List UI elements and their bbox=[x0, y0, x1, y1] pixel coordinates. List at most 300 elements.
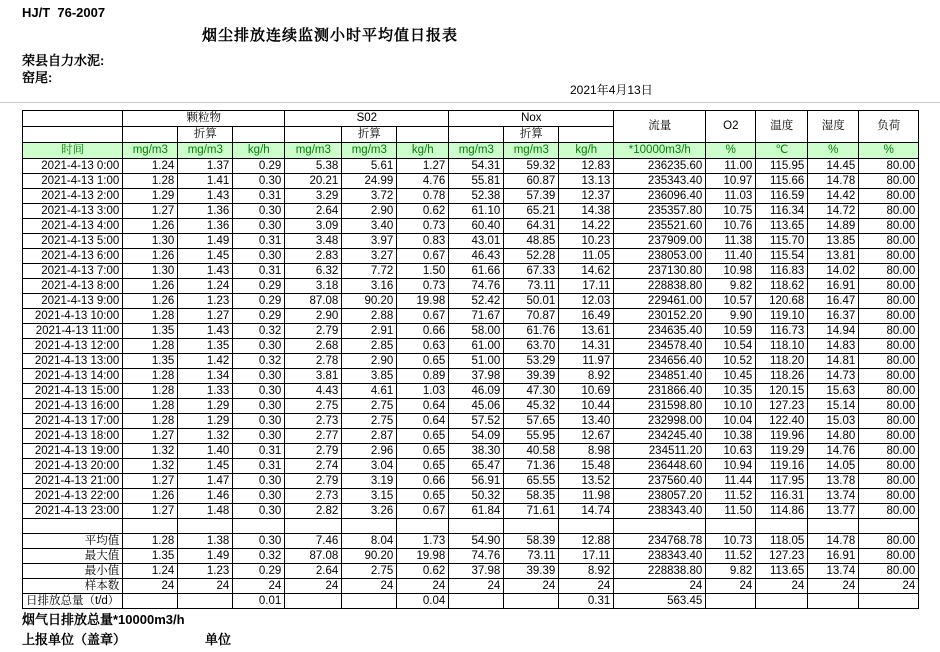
cell: 228838.80 bbox=[614, 279, 706, 294]
cell: 40.58 bbox=[504, 444, 559, 459]
cell: 52.42 bbox=[449, 294, 504, 309]
cell: 80.00 bbox=[859, 474, 919, 489]
cell: 1.24 bbox=[178, 279, 233, 294]
table-row bbox=[23, 399, 919, 414]
table-row bbox=[23, 264, 919, 279]
cell: 1.27 bbox=[123, 429, 178, 444]
cell: 80.00 bbox=[859, 564, 919, 579]
cell: 45.32 bbox=[504, 399, 559, 414]
cell: 11.40 bbox=[706, 249, 756, 264]
cell: 118.10 bbox=[756, 339, 808, 354]
cell: 11.05 bbox=[559, 249, 614, 264]
cell: 9.82 bbox=[706, 564, 756, 579]
cell: 234768.78 bbox=[614, 534, 706, 549]
cell: 1.28 bbox=[123, 369, 178, 384]
cell: 3.81 bbox=[285, 369, 342, 384]
cell: 70.87 bbox=[504, 309, 559, 324]
cell: 12.67 bbox=[559, 429, 614, 444]
cell: 54.31 bbox=[449, 159, 504, 174]
cell: 232998.00 bbox=[614, 414, 706, 429]
cell: 1.28 bbox=[123, 384, 178, 399]
cell: 43.01 bbox=[449, 234, 504, 249]
cell: 14.81 bbox=[808, 354, 859, 369]
cell: 0.67 bbox=[397, 504, 449, 519]
row-label-cell: 2021-4-13 21:00 bbox=[23, 474, 123, 489]
cell bbox=[342, 519, 397, 534]
cell: 3.09 bbox=[285, 219, 342, 234]
cell: 1.36 bbox=[178, 204, 233, 219]
cell: 80.00 bbox=[859, 354, 919, 369]
cell: 1.43 bbox=[178, 264, 233, 279]
cell: 80.00 bbox=[859, 414, 919, 429]
cell: 80.00 bbox=[859, 249, 919, 264]
cell: 52.38 bbox=[449, 189, 504, 204]
cell: 1.26 bbox=[123, 279, 178, 294]
cell: 16.91 bbox=[808, 279, 859, 294]
cell: 14.73 bbox=[808, 369, 859, 384]
cell: 24 bbox=[397, 579, 449, 594]
cell: 19.98 bbox=[397, 294, 449, 309]
cell: 24 bbox=[614, 579, 706, 594]
row-label-cell: 平均值 bbox=[23, 534, 123, 549]
row-label-cell: 2021-4-13 6:00 bbox=[23, 249, 123, 264]
cell: 0.29 bbox=[233, 309, 285, 324]
cell: 1.35 bbox=[178, 339, 233, 354]
table-row bbox=[23, 174, 919, 189]
cell: 13.13 bbox=[559, 174, 614, 189]
cell bbox=[859, 594, 919, 609]
cell: 1.27 bbox=[178, 309, 233, 324]
row-label-cell: 2021-4-13 0:00 bbox=[23, 159, 123, 174]
so2-kgh-spacer bbox=[397, 127, 449, 143]
row-label-cell: 最大值 bbox=[23, 549, 123, 564]
cell: 238057.20 bbox=[614, 489, 706, 504]
cell: 80.00 bbox=[859, 264, 919, 279]
table-row bbox=[23, 294, 919, 309]
cell: 80.00 bbox=[859, 279, 919, 294]
cell bbox=[808, 594, 859, 609]
cell: 0.30 bbox=[233, 474, 285, 489]
row-label-cell: 2021-4-13 2:00 bbox=[23, 189, 123, 204]
cell bbox=[233, 519, 285, 534]
cell: 1.30 bbox=[123, 264, 178, 279]
cell: 2.64 bbox=[285, 204, 342, 219]
cell: 16.49 bbox=[559, 309, 614, 324]
table-row bbox=[23, 159, 919, 174]
cell: 1.50 bbox=[397, 264, 449, 279]
col-flow: 流量 bbox=[614, 111, 706, 143]
cell bbox=[178, 594, 233, 609]
cell: 2.75 bbox=[342, 399, 397, 414]
cell: 0.62 bbox=[397, 204, 449, 219]
cell: 1.28 bbox=[123, 174, 178, 189]
so2-unit-kgh: kg/h bbox=[397, 143, 449, 159]
cell: 1.41 bbox=[178, 174, 233, 189]
cell: 229461.00 bbox=[614, 294, 706, 309]
cell: 63.70 bbox=[504, 339, 559, 354]
cell: 0.30 bbox=[233, 504, 285, 519]
cell: 55.81 bbox=[449, 174, 504, 189]
row-label-cell: 2021-4-13 15:00 bbox=[23, 384, 123, 399]
cell: 0.32 bbox=[233, 354, 285, 369]
cell: 119.10 bbox=[756, 309, 808, 324]
cell: 234245.40 bbox=[614, 429, 706, 444]
table-row bbox=[23, 279, 919, 294]
monitoring-site: 窑尾: bbox=[22, 70, 53, 85]
cell: 2.77 bbox=[285, 429, 342, 444]
cell: 73.11 bbox=[504, 279, 559, 294]
cell: 24 bbox=[449, 579, 504, 594]
cell: 2.79 bbox=[285, 324, 342, 339]
cell: 13.78 bbox=[808, 474, 859, 489]
table-header bbox=[23, 111, 919, 159]
cell: 4.76 bbox=[397, 174, 449, 189]
cell: 2.83 bbox=[285, 249, 342, 264]
row-label-cell: 2021-4-13 18:00 bbox=[23, 429, 123, 444]
cell: 24.99 bbox=[342, 174, 397, 189]
cell: 8.04 bbox=[342, 534, 397, 549]
cell: 237909.00 bbox=[614, 234, 706, 249]
cell: 61.10 bbox=[449, 204, 504, 219]
cell: 1.45 bbox=[178, 249, 233, 264]
cell: 234578.40 bbox=[614, 339, 706, 354]
cell: 14.80 bbox=[808, 429, 859, 444]
cell: 24 bbox=[123, 579, 178, 594]
cell: 14.05 bbox=[808, 459, 859, 474]
cell: 0.30 bbox=[233, 399, 285, 414]
cell: 80.00 bbox=[859, 369, 919, 384]
cell: 14.42 bbox=[808, 189, 859, 204]
cell: 14.38 bbox=[559, 204, 614, 219]
cell: 54.90 bbox=[449, 534, 504, 549]
cell: 0.89 bbox=[397, 369, 449, 384]
cell: 11.03 bbox=[706, 189, 756, 204]
cell: 0.78 bbox=[397, 189, 449, 204]
cell: 1.37 bbox=[178, 159, 233, 174]
cell: 2.90 bbox=[285, 309, 342, 324]
cell bbox=[859, 519, 919, 534]
cell: 0.31 bbox=[233, 459, 285, 474]
cell: 10.98 bbox=[706, 264, 756, 279]
cell: 1.46 bbox=[178, 489, 233, 504]
cell: 118.05 bbox=[756, 534, 808, 549]
cell: 2.90 bbox=[342, 204, 397, 219]
col-temperature: 温度 bbox=[756, 111, 808, 143]
pm-kgh-spacer bbox=[233, 127, 285, 143]
cell: 74.76 bbox=[449, 279, 504, 294]
cell: 2.75 bbox=[285, 399, 342, 414]
cell: 37.98 bbox=[449, 369, 504, 384]
cell: 2.74 bbox=[285, 459, 342, 474]
cell bbox=[285, 594, 342, 609]
cell: 238343.40 bbox=[614, 504, 706, 519]
cell: 14.94 bbox=[808, 324, 859, 339]
cell: 6.32 bbox=[285, 264, 342, 279]
cell: 38.30 bbox=[449, 444, 504, 459]
cell: 2.75 bbox=[342, 414, 397, 429]
cell: 65.47 bbox=[449, 459, 504, 474]
cell: 53.29 bbox=[504, 354, 559, 369]
cell bbox=[178, 519, 233, 534]
nox-unit-mg-converted: mg/m3 bbox=[504, 143, 559, 159]
cell: 0.31 bbox=[233, 264, 285, 279]
row-label-cell: 样本数 bbox=[23, 579, 123, 594]
cell: 7.46 bbox=[285, 534, 342, 549]
cell: 234635.40 bbox=[614, 324, 706, 339]
cell: 10.44 bbox=[559, 399, 614, 414]
cell: 3.16 bbox=[342, 279, 397, 294]
cell: 1.26 bbox=[123, 249, 178, 264]
cell: 3.18 bbox=[285, 279, 342, 294]
cell: 3.40 bbox=[342, 219, 397, 234]
cell: 115.70 bbox=[756, 234, 808, 249]
table-row bbox=[23, 324, 919, 339]
cell: 61.66 bbox=[449, 264, 504, 279]
humidity-unit: % bbox=[808, 143, 859, 159]
cell: 2.82 bbox=[285, 504, 342, 519]
header-row-units bbox=[23, 143, 919, 159]
cell: 58.00 bbox=[449, 324, 504, 339]
cell: 234511.20 bbox=[614, 444, 706, 459]
cell: 115.66 bbox=[756, 174, 808, 189]
cell: 0.30 bbox=[233, 414, 285, 429]
cell: 228838.80 bbox=[614, 564, 706, 579]
table-row bbox=[23, 204, 919, 219]
cell: 1.26 bbox=[123, 489, 178, 504]
row-label-cell: 2021-4-13 13:00 bbox=[23, 354, 123, 369]
cell: 3.04 bbox=[342, 459, 397, 474]
cell: 0.30 bbox=[233, 429, 285, 444]
row-label-cell: 2021-4-13 20:00 bbox=[23, 459, 123, 474]
cell: 87.08 bbox=[285, 294, 342, 309]
cell: 57.52 bbox=[449, 414, 504, 429]
cell: 1.28 bbox=[123, 534, 178, 549]
cell: 14.62 bbox=[559, 264, 614, 279]
cell: 15.14 bbox=[808, 399, 859, 414]
cell: 0.01 bbox=[233, 594, 285, 609]
cell: 118.62 bbox=[756, 279, 808, 294]
cell: 1.28 bbox=[123, 309, 178, 324]
cell: 61.84 bbox=[449, 504, 504, 519]
cell: 235521.60 bbox=[614, 219, 706, 234]
table-row bbox=[23, 489, 919, 504]
cell: 11.44 bbox=[706, 474, 756, 489]
nox-unit-mg: mg/m3 bbox=[449, 143, 504, 159]
cell: 0.30 bbox=[233, 204, 285, 219]
col-humidity: 湿度 bbox=[808, 111, 859, 143]
cell: 17.11 bbox=[559, 549, 614, 564]
cell: 4.61 bbox=[342, 384, 397, 399]
cell: 1.27 bbox=[123, 504, 178, 519]
cell: 1.27 bbox=[123, 474, 178, 489]
cell: 116.34 bbox=[756, 204, 808, 219]
cell: 13.40 bbox=[559, 414, 614, 429]
pm-unit-mg-converted: mg/m3 bbox=[178, 143, 233, 159]
cell: 8.92 bbox=[559, 564, 614, 579]
cell: 1.35 bbox=[123, 324, 178, 339]
table-row bbox=[23, 429, 919, 444]
cell: 0.83 bbox=[397, 234, 449, 249]
cell: 14.31 bbox=[559, 339, 614, 354]
cell: 0.30 bbox=[233, 339, 285, 354]
table-row bbox=[23, 309, 919, 324]
cell bbox=[449, 519, 504, 534]
cell: 127.23 bbox=[756, 549, 808, 564]
cell: 80.00 bbox=[859, 444, 919, 459]
table-row bbox=[23, 369, 919, 384]
report-date: 2021年4月13日 bbox=[570, 83, 653, 97]
cell: 230152.20 bbox=[614, 309, 706, 324]
cell: 0.31 bbox=[233, 234, 285, 249]
cell: 1.40 bbox=[178, 444, 233, 459]
cell: 80.00 bbox=[859, 294, 919, 309]
cell: 14.78 bbox=[808, 534, 859, 549]
cell: 1.48 bbox=[178, 504, 233, 519]
cell: 10.75 bbox=[706, 204, 756, 219]
cell: 119.96 bbox=[756, 429, 808, 444]
cell: 237560.40 bbox=[614, 474, 706, 489]
cell: 1.32 bbox=[123, 459, 178, 474]
cell: 0.30 bbox=[233, 384, 285, 399]
cell: 61.00 bbox=[449, 339, 504, 354]
temperature-unit: ℃ bbox=[756, 143, 808, 159]
cell: 57.65 bbox=[504, 414, 559, 429]
cell: 50.32 bbox=[449, 489, 504, 504]
cell: 67.33 bbox=[504, 264, 559, 279]
table-row bbox=[23, 339, 919, 354]
cell: 0.65 bbox=[397, 429, 449, 444]
cell: 1.29 bbox=[178, 399, 233, 414]
cell: 56.91 bbox=[449, 474, 504, 489]
cell bbox=[614, 519, 706, 534]
summary-row bbox=[23, 594, 919, 609]
cell: 80.00 bbox=[859, 189, 919, 204]
cell: 13.74 bbox=[808, 564, 859, 579]
cell: 118.26 bbox=[756, 369, 808, 384]
cell: 14.72 bbox=[808, 204, 859, 219]
row-label-cell: 2021-4-13 17:00 bbox=[23, 414, 123, 429]
cell: 1.73 bbox=[397, 534, 449, 549]
cell: 11.00 bbox=[706, 159, 756, 174]
group-so2: S02 bbox=[285, 111, 449, 127]
report-table bbox=[22, 110, 919, 609]
cell: 1.32 bbox=[178, 429, 233, 444]
cell: 24 bbox=[342, 579, 397, 594]
cell: 1.47 bbox=[178, 474, 233, 489]
cell: 1.34 bbox=[178, 369, 233, 384]
spacer-row bbox=[23, 519, 919, 534]
summary-row bbox=[23, 534, 919, 549]
cell: 80.00 bbox=[859, 489, 919, 504]
row-label-cell: 2021-4-13 12:00 bbox=[23, 339, 123, 354]
cell: 87.08 bbox=[285, 549, 342, 564]
cell: 3.48 bbox=[285, 234, 342, 249]
cell: 10.76 bbox=[706, 219, 756, 234]
cell: 24 bbox=[559, 579, 614, 594]
cell: 20.21 bbox=[285, 174, 342, 189]
cell: 47.30 bbox=[504, 384, 559, 399]
table-row bbox=[23, 189, 919, 204]
cell: 13.74 bbox=[808, 489, 859, 504]
cell: 234656.40 bbox=[614, 354, 706, 369]
cell: 24 bbox=[233, 579, 285, 594]
cell: 13.77 bbox=[808, 504, 859, 519]
cell: 71.36 bbox=[504, 459, 559, 474]
cell: 2.79 bbox=[285, 474, 342, 489]
cell: 0.65 bbox=[397, 444, 449, 459]
cell: 12.03 bbox=[559, 294, 614, 309]
cell: 0.63 bbox=[397, 339, 449, 354]
cell: 114.86 bbox=[756, 504, 808, 519]
cell: 1.33 bbox=[178, 384, 233, 399]
pm-converted-label: 折算 bbox=[178, 127, 233, 143]
table-row bbox=[23, 384, 919, 399]
cell: 90.20 bbox=[342, 294, 397, 309]
cell bbox=[397, 519, 449, 534]
row-label-cell: 2021-4-13 4:00 bbox=[23, 219, 123, 234]
cell: 10.52 bbox=[706, 354, 756, 369]
cell: 0.32 bbox=[233, 324, 285, 339]
cell: 10.57 bbox=[706, 294, 756, 309]
cell: 58.39 bbox=[504, 534, 559, 549]
cell: 16.37 bbox=[808, 309, 859, 324]
cell: 15.48 bbox=[559, 459, 614, 474]
table-row bbox=[23, 504, 919, 519]
cell: 16.91 bbox=[808, 549, 859, 564]
cell: 5.38 bbox=[285, 159, 342, 174]
table-row bbox=[23, 219, 919, 234]
cell: 10.59 bbox=[706, 324, 756, 339]
cell: 11.98 bbox=[559, 489, 614, 504]
cell: 14.45 bbox=[808, 159, 859, 174]
cell: 0.29 bbox=[233, 294, 285, 309]
cell: 10.45 bbox=[706, 369, 756, 384]
cell: 71.61 bbox=[504, 504, 559, 519]
cell: 80.00 bbox=[859, 159, 919, 174]
cell: 64.31 bbox=[504, 219, 559, 234]
cell: 10.63 bbox=[706, 444, 756, 459]
cell: 8.92 bbox=[559, 369, 614, 384]
cell: 10.35 bbox=[706, 384, 756, 399]
cell: 1.35 bbox=[123, 354, 178, 369]
cell: 48.85 bbox=[504, 234, 559, 249]
cell: 11.52 bbox=[706, 549, 756, 564]
cell: 0.29 bbox=[233, 279, 285, 294]
reporting-unit-label: 上报单位（盖章） bbox=[22, 632, 127, 647]
cell: 1.32 bbox=[123, 444, 178, 459]
cell: 52.28 bbox=[504, 249, 559, 264]
cell: 24 bbox=[706, 579, 756, 594]
cell: 1.30 bbox=[123, 234, 178, 249]
cell: 80.00 bbox=[859, 234, 919, 249]
cell: 24 bbox=[756, 579, 808, 594]
cell: 116.83 bbox=[756, 264, 808, 279]
group-particulate: 颗粒物 bbox=[123, 111, 285, 127]
cell bbox=[706, 594, 756, 609]
cell: 58.35 bbox=[504, 489, 559, 504]
cell: 0.66 bbox=[397, 324, 449, 339]
row-label-cell: 2021-4-13 5:00 bbox=[23, 234, 123, 249]
cell: 10.69 bbox=[559, 384, 614, 399]
group-nox: Nox bbox=[449, 111, 614, 127]
cell: 2.96 bbox=[342, 444, 397, 459]
cell: 24 bbox=[178, 579, 233, 594]
cell: 0.67 bbox=[397, 249, 449, 264]
cell: 0.30 bbox=[233, 489, 285, 504]
cell: 3.15 bbox=[342, 489, 397, 504]
cell: 14.02 bbox=[808, 264, 859, 279]
cell: 80.00 bbox=[859, 174, 919, 189]
